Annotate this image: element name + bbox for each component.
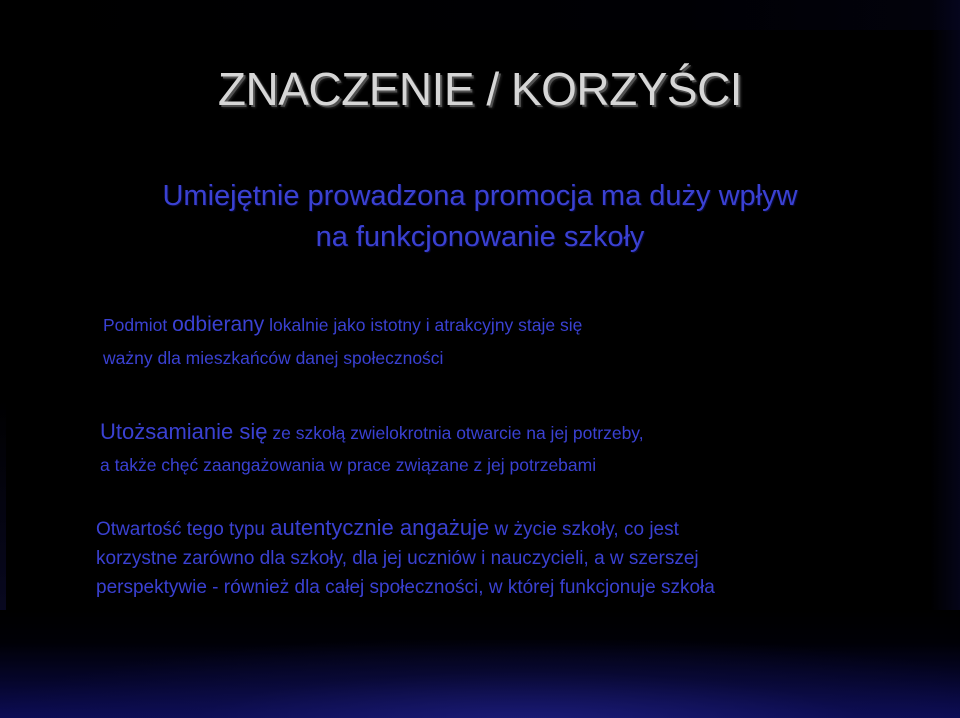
paragraph-3-line-2: korzystne zarówno dla szkoły, dla jej uczniów i nauczycieli, a w szerszej <box>96 548 699 569</box>
paragraph-1-part-a: Podmiot <box>103 315 173 335</box>
paragraph-2-emphasis: Utożsamianie się <box>100 419 268 444</box>
paragraph-1-emphasis: odbierany <box>172 313 265 336</box>
paragraph-1 <box>103 308 883 375</box>
subtitle-line-2: na funkcjonowanie szkoły <box>315 221 645 253</box>
paragraph-2 <box>100 416 900 481</box>
subtitle-line-1: Umiejętnie prowadzona promocja ma duży wpływ <box>162 180 798 212</box>
paragraph-3-line-3: perspektywie - również dla całej społeczności, w której funkcjonuje szkoła <box>96 577 715 598</box>
slide-title: ZNACZENIE / KORZYŚCI <box>217 63 743 115</box>
bottom-glow <box>0 640 960 718</box>
slide-subtitle <box>0 176 960 258</box>
paragraph-3-part-a: Otwartość tego typu <box>96 519 271 540</box>
paragraph-3 <box>96 513 936 602</box>
paragraph-2-line-2: a także chęć zaangażowania w prace związane z jej potrzebami <box>100 455 597 475</box>
paragraph-1-line-2: ważny dla mieszkańców danej społeczności <box>103 348 444 368</box>
paragraph-3-emphasis: autentycznie angażuje <box>270 515 490 540</box>
paragraph-1-part-c: lokalnie jako istotny i atrakcyjny staje się <box>264 315 583 335</box>
paragraph-2-part-b: ze szkołą zwielokrotnia otwarcie na jej potrzeby, <box>267 423 644 443</box>
paragraph-3-part-c: w życie szkoły, co jest <box>489 519 679 540</box>
top-decor-band <box>0 0 960 30</box>
